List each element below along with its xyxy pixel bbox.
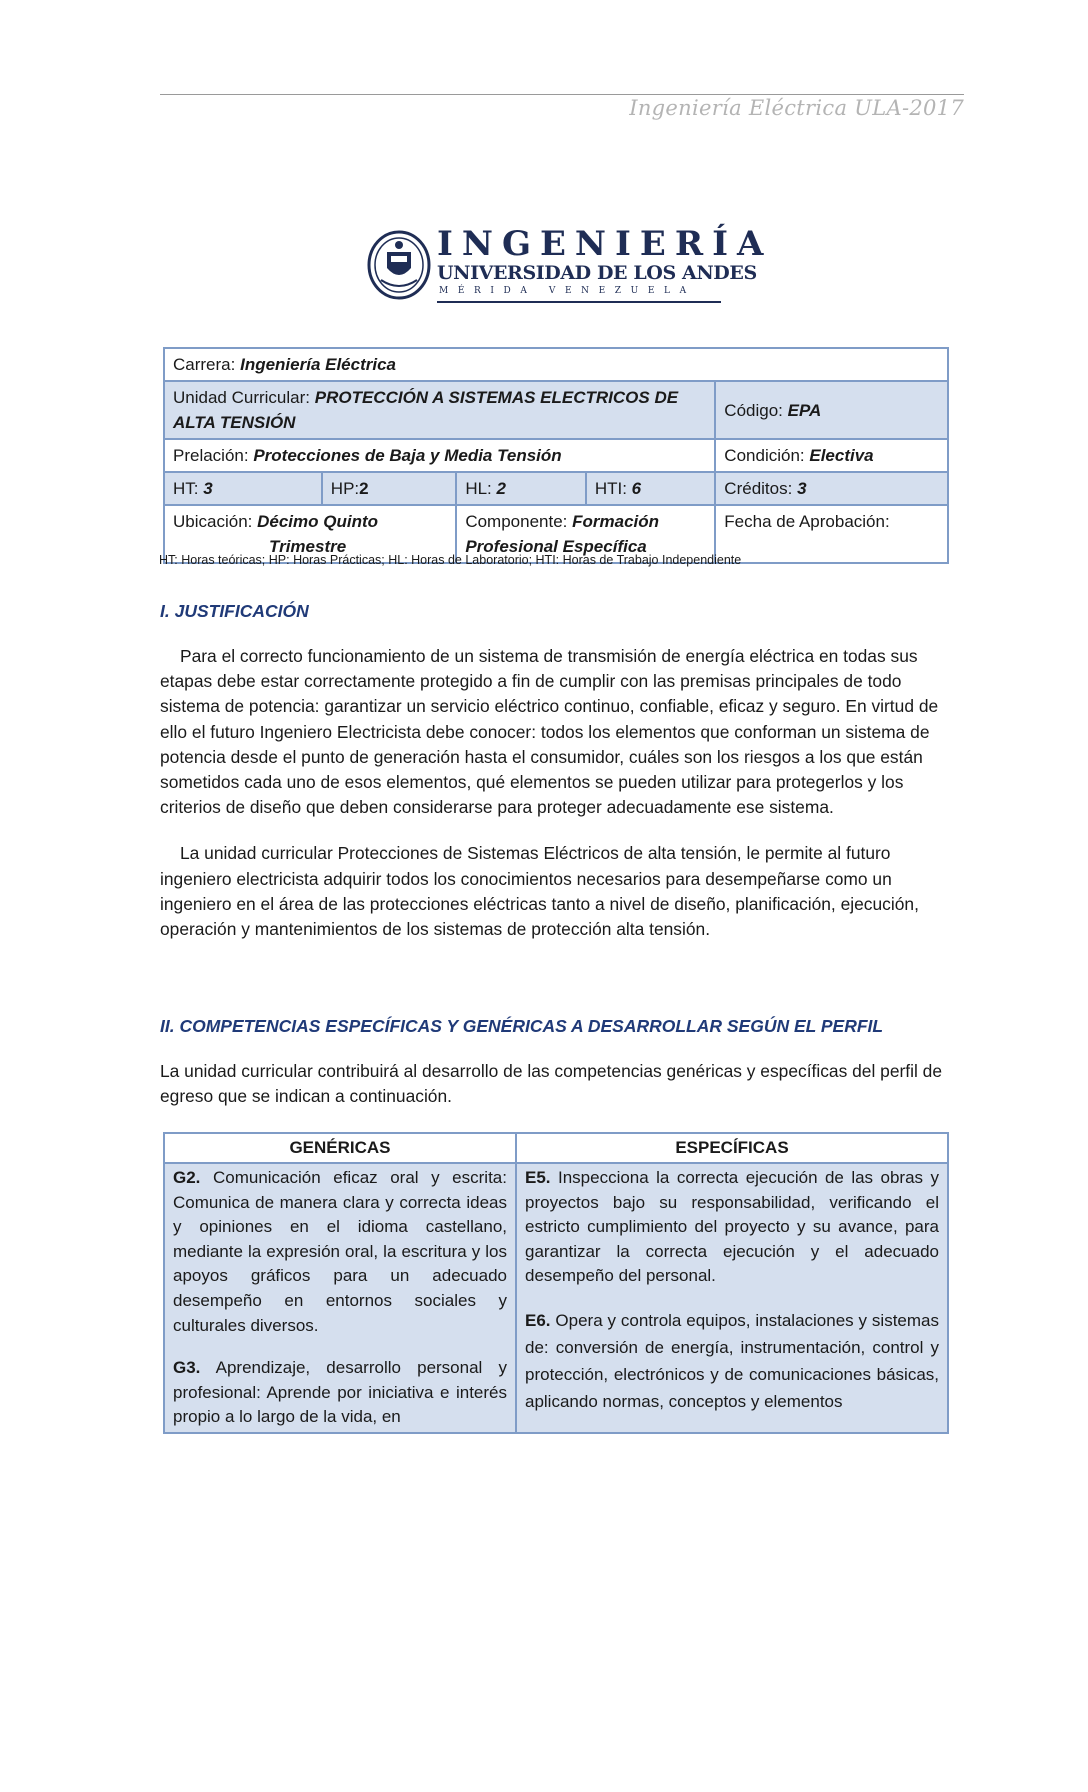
e5-code: E5. [525, 1168, 551, 1187]
especificas-cell [516, 1163, 948, 1433]
competencia-e5 [525, 1166, 939, 1289]
creditos-label: Créditos: [724, 479, 793, 498]
header-rule [160, 94, 964, 95]
codigo-value: EPA [787, 400, 822, 420]
ubicacion-label: Ubicación: [173, 512, 253, 531]
ubicacion-value-line1: Décimo Quinto [257, 512, 379, 531]
header-especificas: ESPECÍFICAS [516, 1133, 948, 1163]
competencias-intro [160, 1059, 966, 1109]
ht-value: 3 [203, 479, 213, 498]
condicion-label: Condición: [724, 446, 805, 465]
hours-legend: HT: Horas teóricas; HP: Horas Prácticas; HL: Horas de Laboratorio; HTI: Horas de Trabajo Independiente [159, 553, 742, 567]
carrera-value: Ingeniería Eléctrica [240, 355, 396, 374]
course-info-table [163, 347, 949, 564]
hp-label: HP: [330, 479, 360, 498]
fecha-cell [715, 505, 948, 563]
carrera-cell [164, 348, 948, 381]
logo-subtitle: UNIVERSIDAD DE LOS ANDES [437, 262, 757, 284]
g2-code: G2. [173, 1168, 201, 1187]
faculty-logo [367, 224, 773, 304]
g3-code: G3. [173, 1358, 201, 1378]
codigo-label: Código: [724, 400, 783, 420]
unidad-value: PROTECCIÓN A SISTEMAS ELECTRICOS DE ALTA TENSIÓN [173, 388, 679, 432]
unidad-label: Unidad Curricular: [173, 388, 310, 407]
logo-city: MÉRIDA VENEZUELA [439, 286, 696, 296]
carrera-label: Carrera: [173, 355, 236, 374]
competencias-intro-text: La unidad curricular contribuirá al desarrollo de las competencias genéricas y específicas del perfil de egreso que se indican a continuación. [160, 1061, 943, 1107]
section-title-competencias: II. COMPETENCIAS ESPECÍFICAS Y GENÉRICAS A DESARROLLAR SEGÚN EL PERFIL [160, 1016, 884, 1036]
competencia-g3 [173, 1356, 507, 1430]
logo-title: INGENIERÍA [437, 224, 773, 264]
g2-text: Comunicación eficaz oral y escrita: Comunica de manera clara y correcta ideas y opiniones en el idioma castellano, mediante la expresión oral, la escritura y los apoyos gráficos para un adecuado desempeño en entornos sociales y culturales diversos. [173, 1168, 507, 1335]
prelacion-label: Prelación: [173, 446, 249, 465]
componente-label: Componente: [465, 512, 568, 531]
creditos-value: 3 [797, 479, 807, 498]
prelacion-value: Protecciones de Baja y Media Tensión [253, 446, 562, 465]
hp-value: 2 [359, 479, 369, 498]
ubicacion-value-line2: Trimestre [269, 537, 347, 556]
justificacion-body [160, 644, 966, 942]
ht-label: HT: [173, 479, 199, 498]
genericas-cell [164, 1163, 516, 1433]
header-genericas: GENÉRICAS [164, 1133, 516, 1163]
condicion-value: Electiva [809, 446, 874, 465]
hl-value: 2 [496, 479, 506, 498]
logo-underline [437, 301, 721, 303]
hti-cell [586, 472, 715, 505]
prelacion-cell [164, 439, 715, 472]
codigo-cell [715, 381, 948, 439]
section-title-justificacion: I. JUSTIFICACIÓN [160, 601, 309, 621]
hp-cell [322, 472, 457, 505]
componente-value-line1: Formación [572, 512, 660, 531]
g3-text: Aprendizaje, desarrollo personal y profesional: Aprende por iniciativa e interés propio a lo largo de la vida, en [173, 1358, 507, 1427]
ht-cell [164, 472, 322, 505]
e5-text: Inspecciona la correcta ejecución de las obras y proyectos bajo su responsabilidad, verificando el estricto cumplimiento del proyecto y su avance, para garantizar la correcta ejecución y el adecuado desempeño del personal. [525, 1168, 939, 1286]
hti-label: HTI: [594, 479, 627, 498]
competencias-table [163, 1132, 949, 1434]
university-seal-icon [367, 230, 431, 300]
condicion-cell [715, 439, 948, 472]
hl-label: HL: [465, 479, 492, 498]
hti-value: 6 [631, 479, 642, 498]
hl-cell [456, 472, 585, 505]
fecha-label: Fecha de Aprobación: [724, 512, 890, 531]
competencia-g2 [173, 1166, 507, 1338]
running-header: Ingeniería Eléctrica ULA-2017 [629, 96, 964, 120]
justificacion-paragraph-1: Para el correcto funcionamiento de un sistema de transmisión de energía eléctrica en todas sus etapas debe estar correctamente protegido a fin de cumplir con las premisas principales de todo sistema de potencia: garantizar un servicio eléctrico continuo, confiable, eficaz y seguro. En virtud de ello el futuro Ingeniero Electricista debe conocer: todos los elementos que conforman un sistema de potencia desde el punto de generación hasta el consumidor, cuáles son los riesgos a los que están sometidos cada uno de esos elementos, qué elementos se pueden utilizar para protegerlos y los criterios de diseño que deben considerarse para proteger adecuadamente ese sistema. [160, 646, 939, 818]
e6-text: Opera y controla equipos, instalaciones y sistemas de: conversión de energía, instrumentación, control y protección, electrónicos y de comunicaciones básicas, aplicando normas, conceptos y elementos [525, 1310, 939, 1411]
unidad-cell [164, 381, 715, 439]
e6-code: E6. [525, 1310, 551, 1330]
justificacion-paragraph-2: La unidad curricular Protecciones de Sistemas Eléctricos de alta tensión, le permite al futuro ingeniero electricista adquirir todos los conocimientos necesarios para desempeñarse como un ingeniero en el área de las protecciones eléctricas tanto a nivel de diseño, planificación, ejecución, operación y mantenimientos de los sistemas de protección alta tensión. [160, 843, 919, 940]
creditos-cell [715, 472, 948, 505]
competencia-e6 [525, 1307, 939, 1415]
componente-value-line2: Profesional Específica [465, 537, 647, 556]
